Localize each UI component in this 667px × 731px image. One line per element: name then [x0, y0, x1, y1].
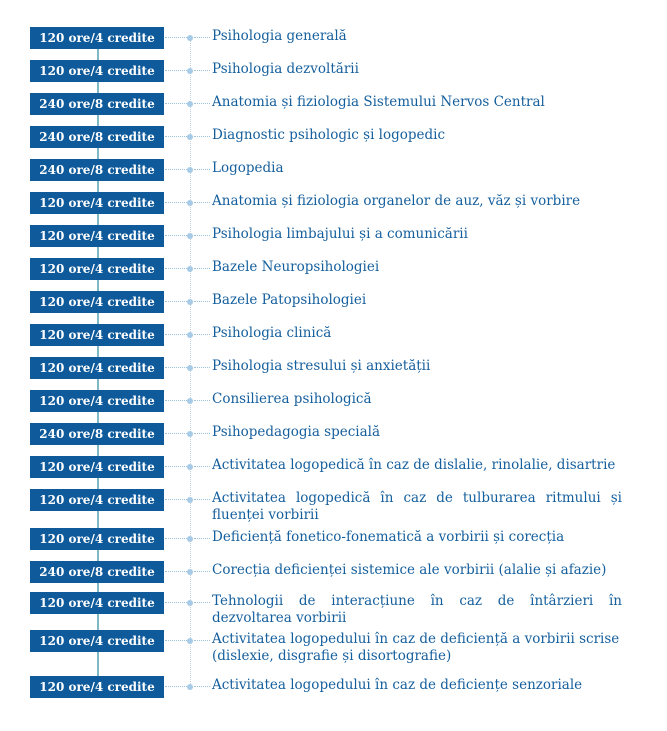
credits-badge: 120 ore/4 credite [30, 258, 164, 280]
credits-badge: 120 ore/4 credite [30, 528, 164, 550]
course-name: Consilierea psihologică [212, 391, 372, 407]
course-name: Activitatea logopedului în caz de deficiență a vorbirii scrise (dislexie, disgrafie și disortografie) [212, 631, 620, 664]
credits-badge: 120 ore/4 credite [30, 390, 164, 412]
course-name: Logopedia [212, 160, 284, 176]
timeline-dot-icon [187, 569, 193, 575]
course-name: Activitatea logopedică în caz de tulburarea ritmului și fluenței vorbirii [212, 490, 622, 523]
course-name: Activitatea logopedică în caz de dislalie, rinolalie, disartrie [212, 457, 616, 473]
timeline-dot-icon [187, 167, 193, 173]
credits-badge: 120 ore/4 credite [30, 357, 164, 379]
timeline-dot-icon [187, 684, 193, 690]
credits-badge: 120 ore/4 credite [30, 60, 164, 82]
connector-line [194, 571, 210, 572]
course-name: Psihologia clinică [212, 325, 332, 341]
connector-line [194, 640, 210, 641]
connector-line [194, 268, 210, 269]
connector-line [194, 499, 210, 500]
course-name: Deficiență fonetico-fonematică a vorbirii și corecția [212, 529, 565, 545]
timeline-dot-icon [187, 68, 193, 74]
connector-line [194, 367, 210, 368]
connector-line [194, 37, 210, 38]
credits-badge: 240 ore/8 credite [30, 159, 164, 181]
connector-line [194, 433, 210, 434]
connector-line [194, 538, 210, 539]
credits-badge: 120 ore/4 credite [30, 676, 164, 698]
timeline-dot-icon [187, 431, 193, 437]
connector-line [194, 70, 210, 71]
connector-line [194, 334, 210, 335]
connector-line [194, 400, 210, 401]
credits-badge: 240 ore/8 credite [30, 561, 164, 583]
timeline-dot-icon [187, 398, 193, 404]
timeline-dot-icon [187, 365, 193, 371]
connector-line [194, 136, 210, 137]
course-name: Tehnologii de interacțiune în caz de întârzieri în dezvoltarea vorbirii [212, 593, 622, 626]
connector-line [194, 202, 210, 203]
credits-badge: 240 ore/8 credite [30, 126, 164, 148]
course-name: Anatomia și fiziologia organelor de auz, văz și vorbire [212, 193, 581, 209]
credits-badge: 120 ore/4 credite [30, 324, 164, 346]
timeline-dot-icon [187, 266, 193, 272]
connector-line [194, 301, 210, 302]
timeline-dot-icon [187, 464, 193, 470]
course-name: Diagnostic psihologic și logopedic [212, 127, 446, 143]
course-name: Bazele Neuropsihologiei [212, 259, 380, 275]
connector-line [194, 466, 210, 467]
connector-line [194, 602, 210, 603]
credits-badge: 120 ore/4 credite [30, 192, 164, 214]
timeline-dot-icon [187, 497, 193, 503]
timeline-dot-icon [187, 35, 193, 41]
timeline-dot-icon [187, 101, 193, 107]
credits-badge: 120 ore/4 credite [30, 456, 164, 478]
timeline-dot-icon [187, 600, 193, 606]
connector-line [194, 169, 210, 170]
course-name: Psihologia dezvoltării [212, 61, 359, 77]
credits-badge: 120 ore/4 credite [30, 291, 164, 313]
timeline-dot-icon [187, 134, 193, 140]
timeline-dot-icon [187, 536, 193, 542]
course-name: Anatomia și fiziologia Sistemului Nervos Central [212, 94, 545, 110]
course-name: Psihologia stresului și anxietății [212, 358, 431, 374]
credits-badge: 120 ore/4 credite [30, 489, 164, 511]
credits-badge: 240 ore/8 credite [30, 423, 164, 445]
course-name: Corecția deficienței sistemice ale vorbirii (alalie și afazie) [212, 562, 607, 578]
timeline-dot-icon [187, 332, 193, 338]
credits-badge: 120 ore/4 credite [30, 225, 164, 247]
connector-line [194, 235, 210, 236]
credits-badge: 120 ore/4 credite [30, 27, 164, 49]
timeline-dot-icon [187, 233, 193, 239]
timeline-dot-icon [187, 638, 193, 644]
credits-badge: 240 ore/8 credite [30, 93, 164, 115]
course-name: Psihopedagogia specială [212, 424, 381, 440]
course-name: Bazele Patopsihologiei [212, 292, 367, 308]
connector-line [194, 686, 210, 687]
course-name: Psihologia limbajului și a comunicării [212, 226, 468, 242]
course-name: Activitatea logopedului în caz de deficiențe senzoriale [212, 677, 583, 693]
connector-line [194, 103, 210, 104]
credits-badge: 120 ore/4 credite [30, 630, 164, 652]
course-name: Psihologia generală [212, 28, 347, 44]
credits-badge: 120 ore/4 credite [30, 592, 164, 614]
timeline-dot-icon [187, 200, 193, 206]
timeline-dot-icon [187, 299, 193, 305]
